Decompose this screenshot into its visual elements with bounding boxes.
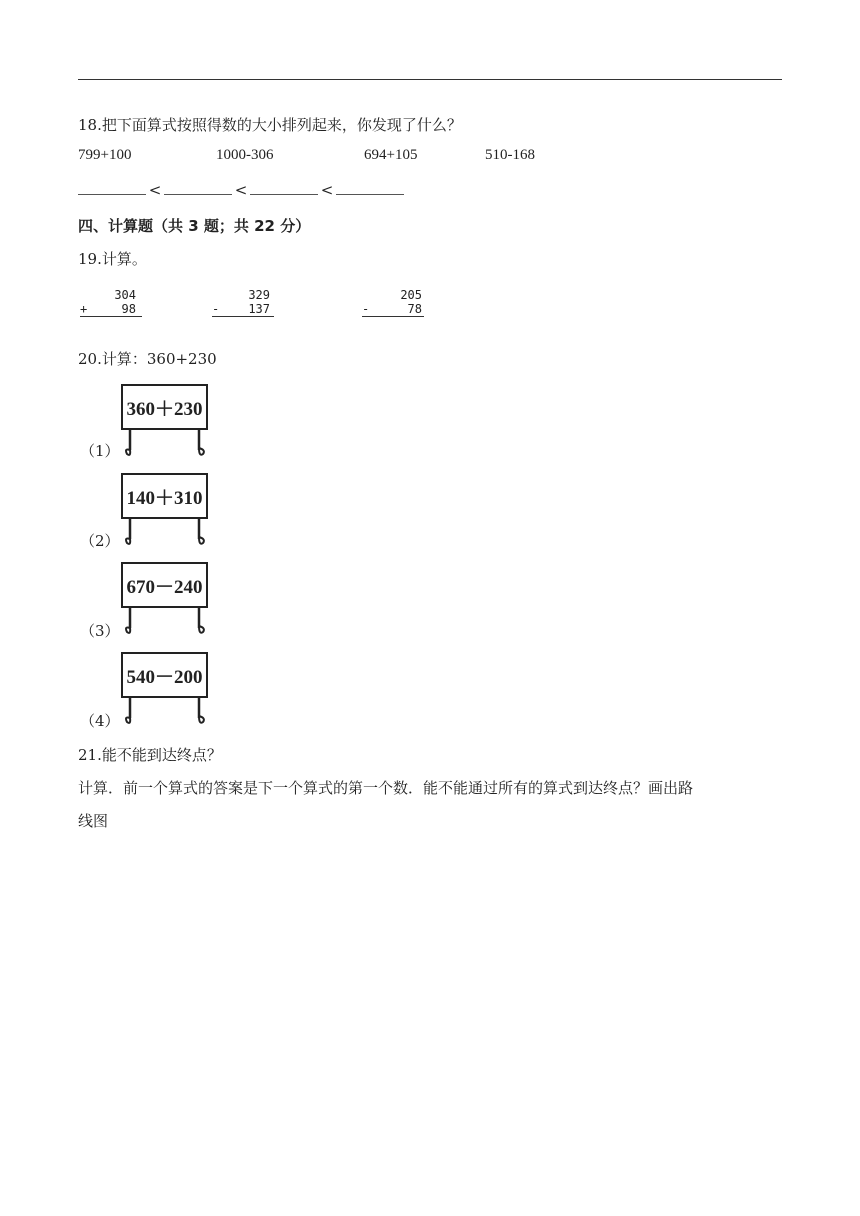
board-legs-2: [121, 517, 213, 545]
expression-board-4: 540－200: [121, 652, 208, 698]
problem-top: 329: [248, 288, 270, 302]
vertical-problem-1: [80, 288, 142, 317]
operator: +: [80, 302, 88, 316]
vertical-problem-2: [212, 288, 274, 317]
expression-board-2: 140＋310: [121, 473, 208, 519]
problem-bottom: 137: [248, 302, 270, 316]
q18-expression-3: 694+105: [364, 147, 418, 163]
answer-blank-3[interactable]: [250, 180, 318, 195]
expression-board-1: 360＋230: [121, 384, 208, 430]
answer-line: [362, 316, 424, 317]
header-rule: [78, 79, 782, 80]
section-4-title: 四、计算题（共 3 题；共 22 分）: [78, 217, 311, 235]
board-legs-4: [121, 696, 213, 724]
q18-expression-4: 510-168: [485, 147, 535, 163]
answer-blank-1[interactable]: [78, 180, 146, 195]
answer-line: [212, 316, 274, 317]
less-than-sign: <: [320, 181, 334, 199]
item-label-4: （4）: [80, 712, 120, 730]
board-legs-1: [121, 428, 213, 456]
q21-body-line-2: 线图: [78, 812, 109, 830]
q18-expression-1: 799+100: [78, 147, 132, 163]
answer-blank-4[interactable]: [336, 180, 404, 195]
problem-bottom: 98: [121, 302, 136, 316]
q20-title: 20.计算：360+230: [78, 350, 217, 368]
answer-blank-2[interactable]: [164, 180, 232, 195]
q18-title: 18.把下面算式按照得数的大小排列起来，你发现了什么？: [78, 116, 462, 134]
q18-expression-2: 1000-306: [216, 147, 274, 163]
q19-title: 19.计算。: [78, 250, 147, 268]
vertical-problem-3: [362, 288, 424, 317]
board-legs-3: [121, 606, 213, 634]
answer-line: [80, 316, 142, 317]
less-than-sign: <: [148, 181, 162, 199]
operator: -: [362, 302, 370, 316]
item-label-3: （3）: [80, 622, 120, 640]
q21-body-line-1: 计算．前一个算式的答案是下一个算式的第一个数．能不能通过所有的算式到达终点？画出路: [78, 779, 694, 797]
q21-title: 21.能不能到达终点？: [78, 746, 222, 764]
item-label-1: （1）: [80, 442, 120, 460]
problem-top: 304: [114, 288, 136, 302]
item-label-2: （2）: [80, 532, 120, 550]
expression-board-3: 670－240: [121, 562, 208, 608]
operator: -: [212, 302, 220, 316]
q18-answer-row: [78, 180, 404, 199]
problem-top: 205: [400, 288, 422, 302]
problem-bottom: 78: [407, 302, 422, 316]
less-than-sign: <: [234, 181, 248, 199]
